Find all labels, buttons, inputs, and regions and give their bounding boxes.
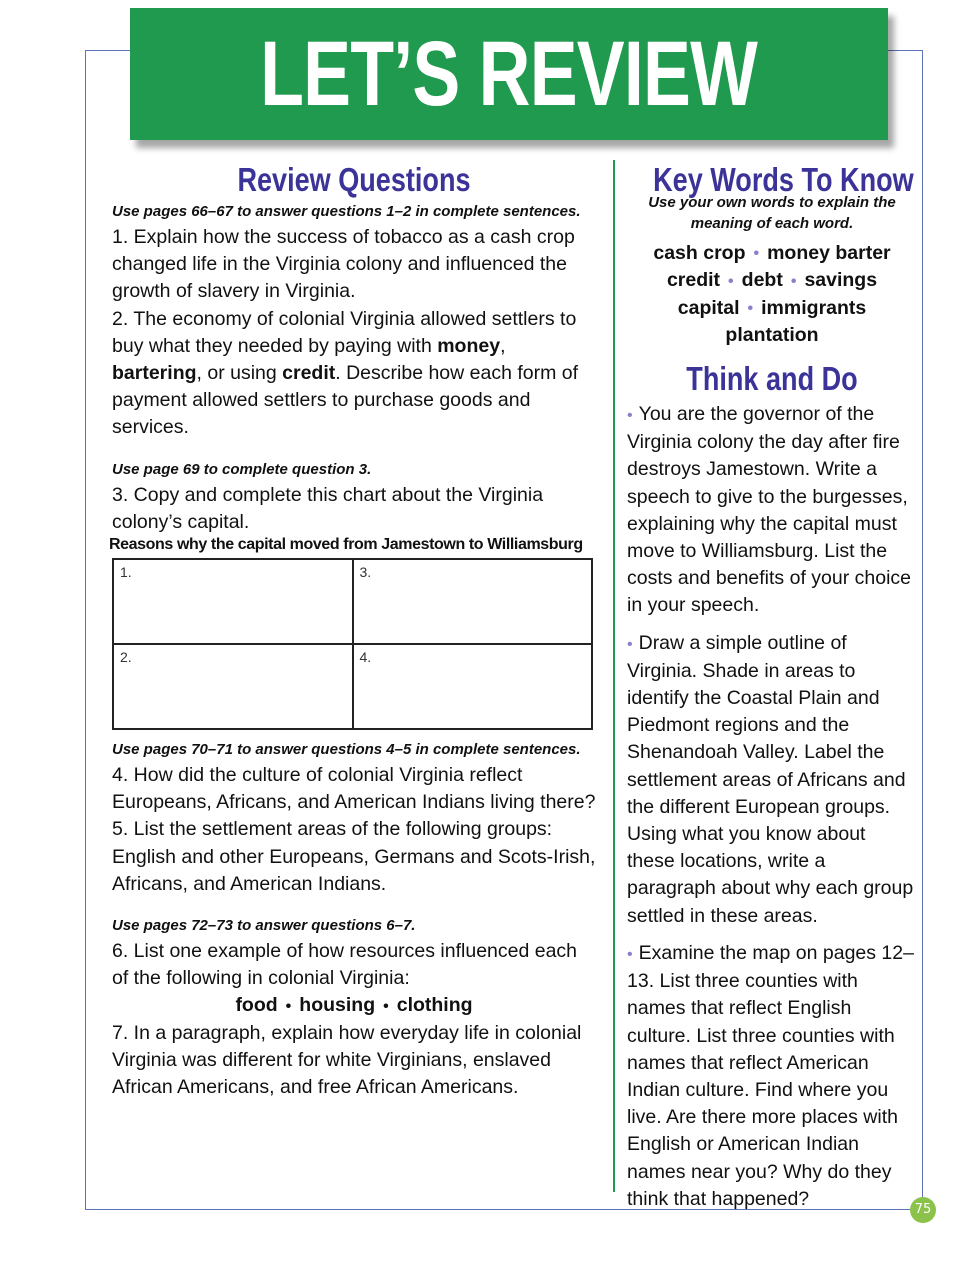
column-divider (613, 160, 615, 1192)
key-words-row: credit • debt • savings (666, 269, 878, 292)
question-1: 1. Explain how the success of tobacco as a cash crop changed life in the Virginia colony and influenced the growth of slavery in Virginia. (112, 226, 575, 303)
think-and-do-item: • Examine the map on pages 12–13. List three counties with names that reflect English culture. List three counties with names that reflect American Indian culture. Find where you live. Are there more places with English or American Indian names near you? Why do they think that happened? (627, 941, 914, 1210)
key-words-row: capital • immigrants (677, 296, 867, 319)
review-questions-heading: Review Questions (237, 161, 471, 198)
chart-cell: 2. (113, 644, 353, 729)
question-6: 6. List one example of how resources influenced each of the following in colonial Virginia: (112, 940, 578, 990)
chart-cell: 3. (353, 559, 593, 644)
key-words-row: cash crop • money barter (653, 242, 891, 264)
think-and-do-heading: Think and Do (686, 360, 858, 398)
chart-title: Reasons why the capital moved from Jamestown to Williamsburg (109, 536, 583, 554)
page-number: 75 (910, 1197, 936, 1223)
question-5: 5. List the settlement areas of the following groups: English and other Europeans, Germans and Scots-Irish, Africans, and American Indians. (112, 818, 596, 895)
chart-cell: 4. (353, 644, 593, 729)
think-and-do-item: • Draw a simple outline of Virginia. Shade in areas to identify the Coastal Plain and Piedmont regions and the Shenandoah Valley. Label the settlement areas of Africans and the different European groups. Using what you know about these locations, write a paragraph about why each group settled in these areas. (627, 631, 914, 927)
chart-cell: 1. (113, 559, 353, 644)
instruction-q4-q5: Use pages 70–71 to answer questions 4–5 in complete sentences. (112, 741, 581, 759)
question-4: 4. How did the culture of colonial Virginia reflect Europeans, Africans, and American Indians living there? (112, 764, 596, 814)
key-words-instruction: Use your own words to explain the meaning of each word. (648, 194, 896, 232)
key-words-row: plantation (725, 324, 819, 347)
instruction-q3: Use page 69 to complete question 3. (112, 460, 372, 478)
capital-chart (112, 558, 593, 730)
right-column (627, 160, 917, 1223)
question-2: 2. The economy of colonial Virginia allowed settlers to buy what they needed by paying with money, bartering, or using credit. Describe how each form of payment allowed settlers to purchase goods and services. (112, 307, 579, 439)
think-and-do-item: • You are the governor of the Virginia colony the day after fire destroys Jamestown. Write a speech to give to the burgesses, explaining why the capital must move to Williamsburg. List the costs and benefits of your choice in your speech. (627, 403, 911, 617)
resource-words: food • housing • clothing (235, 994, 473, 1017)
instruction-q6-q7: Use pages 72–73 to answer questions 6–7. (112, 917, 416, 935)
title-banner (130, 8, 888, 140)
question-3: 3. Copy and complete this chart about the Virginia colony’s capital. (112, 483, 544, 533)
page-title: LET’S REVIEW (260, 22, 758, 125)
question-7: 7. In a paragraph, explain how everyday life in colonial Virginia was different for white Virginians, enslaved African Americans, and free African Americans. (112, 1021, 582, 1099)
instruction-q1-q2: Use pages 66–67 to answer questions 1–2 in complete sentences. (112, 203, 581, 220)
key-words-heading: Key Words To Know (653, 161, 914, 198)
review-questions-section (109, 160, 596, 1101)
